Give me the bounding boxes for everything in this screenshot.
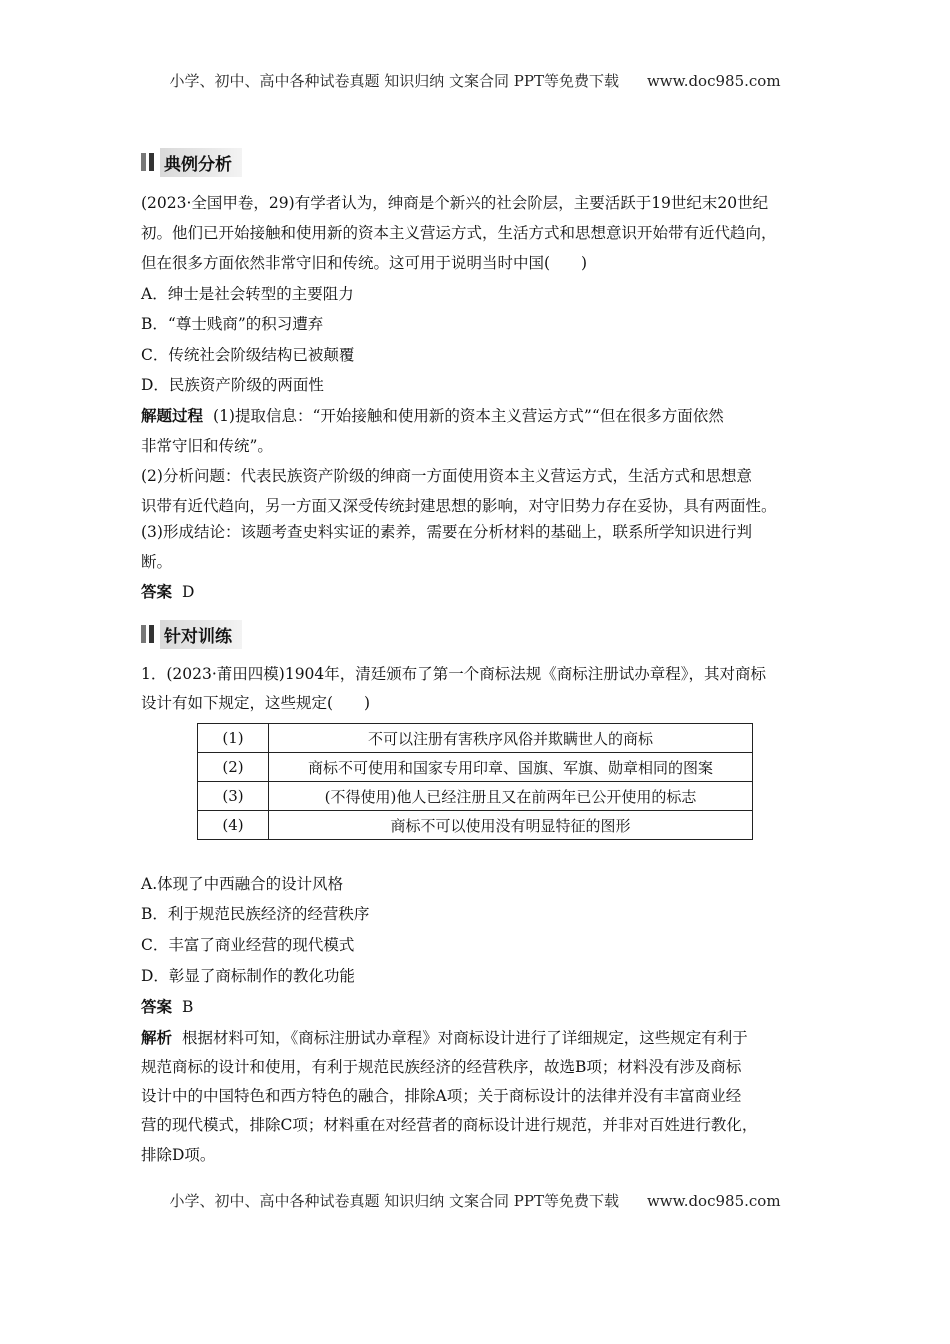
row-number: (3) [198,782,269,811]
analysis-label: 解析 [141,1029,173,1047]
section-marker-icon [141,153,154,171]
process-line [141,406,724,426]
analysis-line: 规范商标的设计和使用，有利于规范民族经济的经营秩序，故选B项；材料没有涉及商标 [141,1058,742,1076]
footer-text: 小学、初中、高中各种试卷真题 知识归纳 文案合同 PPT等免费下载 [169,1192,619,1210]
process-line: 非常守旧和传统”。 [141,437,273,455]
answer-label: 答案 [141,998,173,1016]
section-title: 典例分析 [160,148,242,177]
rules-table [197,723,753,840]
page-footer [0,1190,950,1211]
row-text: 商标不可使用和国家专用印章、国旗、军旗、勋章相同的图案 [269,753,753,782]
question-line: 1．(2023·莆田四模)1904年，清廷颁布了第一个商标法规《商标注册试办章程》，其对商标 [141,665,767,683]
row-text: 商标不可以使用没有明显特征的图形 [269,811,753,840]
answer-value: D [182,583,195,601]
answer-value: B [182,998,194,1016]
answer-label: 答案 [141,583,173,601]
question-line: 初。他们已开始接触和使用新的资本主义营运方式，生活方式和思想意识开始带有近代趋向， [141,224,777,242]
analysis-line: 设计中的中国特色和西方特色的融合，排除A项；关于商标设计的法律并没有丰富商业经 [141,1087,742,1105]
row-text: 不可以注册有害秩序风俗并欺瞒世人的商标 [269,724,753,753]
row-number: (1) [198,724,269,753]
option-a: A.体现了中西融合的设计风格 [141,875,344,893]
process-line: (3)形成结论：该题考查史料实证的素养，需要在分析材料的基础上，联系所学知识进行判 [141,523,752,541]
table-row [198,724,753,753]
option-d: D．彰显了商标制作的教化功能 [141,967,355,985]
table-row [198,811,753,840]
analysis-line: 排除D项。 [141,1146,216,1164]
section-training [141,622,242,646]
option-c: C．传统社会阶级结构已被颠覆 [141,346,355,364]
analysis-line: 营的现代模式，排除C项；材料重在对经营者的商标设计进行规范，并非对百姓进行教化， [141,1116,758,1134]
section-example [141,150,242,174]
question-line: 但在很多方面依然非常守旧和传统。这可用于说明当时中国( ) [141,254,588,272]
option-b: B．“尊士贱商”的积习遭弃 [141,315,324,333]
table-row [198,782,753,811]
option-c: C．丰富了商业经营的现代模式 [141,936,355,954]
section-marker-icon [141,625,154,643]
analysis-text: 根据材料可知，《商标注册试办章程》对商标设计进行了详细规定，这些规定有利于 [182,1029,748,1047]
process-line: 断。 [141,553,173,571]
header-text: 小学、初中、高中各种试卷真题 知识归纳 文案合同 PPT等免费下载 [169,72,619,90]
option-a: A．绅士是社会转型的主要阻力 [141,285,354,303]
header-url[interactable]: www.doc985.com [646,72,781,90]
process-line: 识带有近代趋向，另一方面又深受传统封建思想的影响，对守旧势力存在妥协，具有两面性。 [141,497,777,515]
row-number: (4) [198,811,269,840]
question-line: (2023·全国甲卷，29)有学者认为，绅商是个新兴的社会阶层，主要活跃于19世纪末20世纪 [141,194,769,212]
question-line: 设计有如下规定，这些规定( ) [141,694,371,712]
row-text: (不得使用)他人已经注册且又在前两年已公开使用的标志 [269,782,753,811]
process-line: (2)分析问题：代表民族资产阶级的绅商一方面使用资本主义营运方式，生活方式和思想意 [141,467,752,485]
section-title: 针对训练 [160,620,242,649]
answer-line [141,997,193,1017]
process-text: (1)提取信息：“开始接触和使用新的资本主义营运方式”“但在很多方面依然 [213,407,724,425]
option-d: D．民族资产阶级的两面性 [141,376,324,394]
analysis-line [141,1028,748,1048]
option-b: B．利于规范民族经济的经营秩序 [141,905,370,923]
row-number: (2) [198,753,269,782]
footer-url[interactable]: www.doc985.com [646,1192,781,1210]
page-header [0,70,950,91]
process-label: 解题过程 [141,407,204,425]
answer-line [141,582,194,602]
table-row [198,753,753,782]
